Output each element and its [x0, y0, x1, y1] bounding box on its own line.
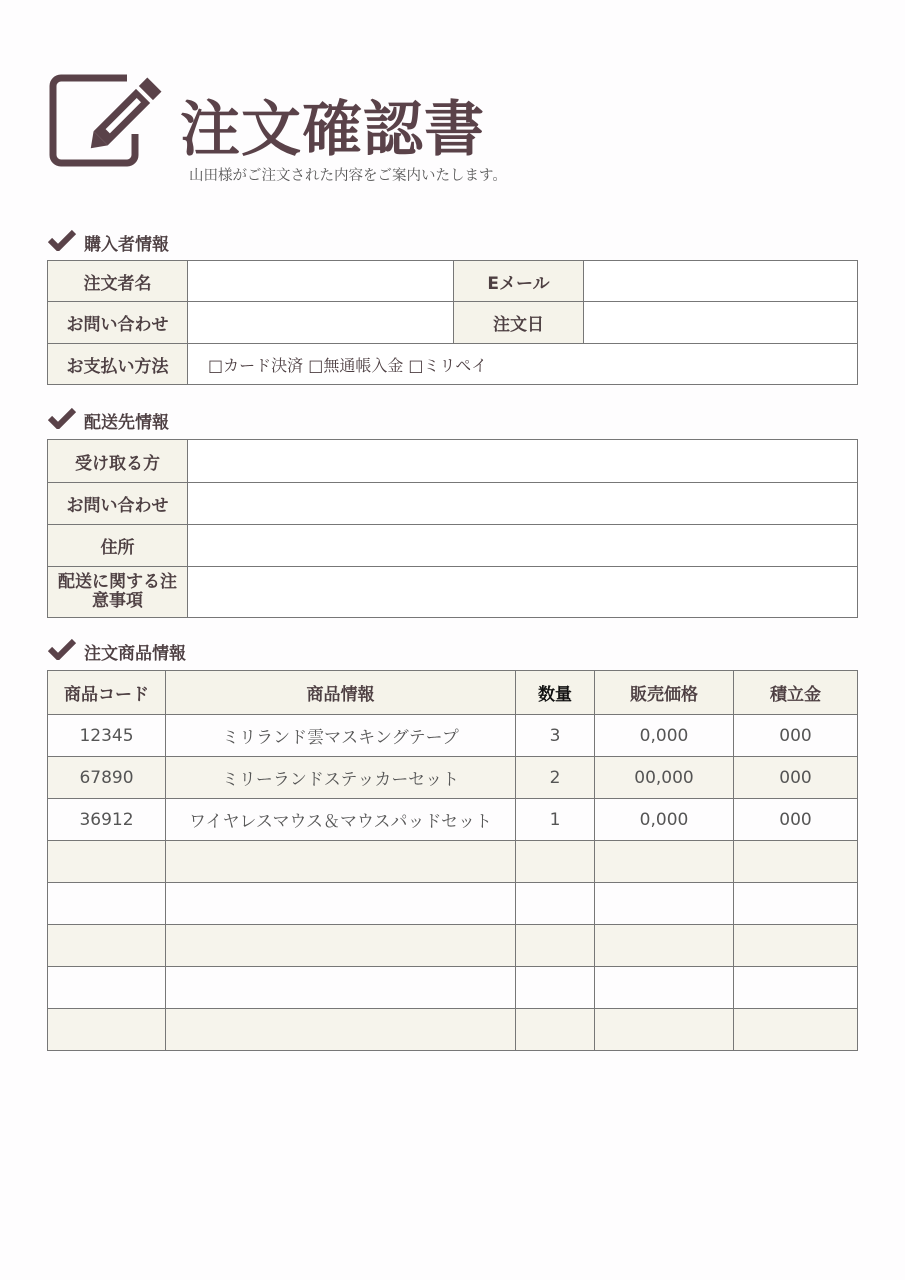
recipient-label: 受け取る方 [48, 440, 188, 483]
table-cell[interactable]: 00,000 [595, 757, 734, 799]
table-row [48, 883, 858, 925]
page-subtitle: 山田様がご注文された内容をご案内いたします。 [189, 168, 507, 184]
table-row [48, 757, 858, 799]
table-cell[interactable] [595, 883, 734, 925]
table-cell[interactable]: 36912 [48, 799, 166, 841]
table-row [48, 1009, 858, 1051]
table-cell[interactable] [48, 841, 166, 883]
contact-label: お問い合わせ [48, 483, 188, 525]
table-cell[interactable] [48, 883, 166, 925]
name-field[interactable] [188, 261, 454, 302]
table-cell[interactable] [516, 1009, 595, 1051]
name-label: 注文者名 [48, 261, 188, 302]
table-cell[interactable] [595, 841, 734, 883]
contact-field[interactable] [188, 483, 858, 525]
buyer-table [47, 260, 858, 385]
table-cell[interactable] [734, 841, 858, 883]
table-cell[interactable] [595, 967, 734, 1009]
section-shipping [48, 407, 169, 434]
address-field[interactable] [188, 525, 858, 567]
items-table [47, 670, 858, 1051]
check-icon [48, 638, 76, 665]
table-cell[interactable] [516, 883, 595, 925]
section-heading: 購入者情報 [84, 235, 169, 255]
column-header: 数量 [516, 671, 595, 715]
date-field[interactable] [584, 302, 858, 344]
address-label: 住所 [48, 525, 188, 567]
table-cell[interactable]: 0,000 [595, 799, 734, 841]
table-cell[interactable] [734, 883, 858, 925]
check-icon [48, 229, 76, 256]
table-row [48, 841, 858, 883]
contact-field[interactable] [188, 302, 454, 344]
date-label: 注文日 [454, 302, 584, 344]
table-cell[interactable] [734, 967, 858, 1009]
table-row [48, 967, 858, 1009]
column-header: 積立金 [734, 671, 858, 715]
table-cell[interactable]: 000 [734, 799, 858, 841]
section-buyer [48, 229, 169, 256]
table-cell[interactable] [166, 1009, 516, 1051]
email-label: Eメール [454, 261, 584, 302]
table-cell[interactable]: 0,000 [595, 715, 734, 757]
table-cell[interactable]: 1 [516, 799, 595, 841]
table-cell[interactable]: 000 [734, 757, 858, 799]
table-cell[interactable] [166, 883, 516, 925]
payment-options[interactable]: □カード決済 □無通帳入金 □ミリペイ [188, 344, 858, 385]
page-title: 注文確認書 [180, 95, 485, 165]
table-cell[interactable] [595, 1009, 734, 1051]
table-cell[interactable] [734, 1009, 858, 1051]
recipient-field[interactable] [188, 440, 858, 483]
table-cell[interactable] [166, 925, 516, 967]
section-heading: 注文商品情報 [84, 644, 186, 664]
contact-label: お問い合わせ [48, 302, 188, 344]
section-heading: 配送先情報 [84, 413, 169, 433]
table-cell[interactable] [166, 967, 516, 1009]
table-cell[interactable]: ミリランド雲マスキングテープ [166, 715, 516, 757]
table-row [48, 925, 858, 967]
section-items [48, 638, 186, 665]
table-cell[interactable]: ミリーランドステッカーセット [166, 757, 516, 799]
table-cell[interactable]: 67890 [48, 757, 166, 799]
table-cell[interactable] [48, 1009, 166, 1051]
table-cell[interactable]: 000 [734, 715, 858, 757]
table-cell[interactable]: 12345 [48, 715, 166, 757]
email-field[interactable] [584, 261, 858, 302]
notes-field[interactable] [188, 567, 858, 618]
table-cell[interactable] [734, 925, 858, 967]
table-cell[interactable] [48, 967, 166, 1009]
column-header: 商品情報 [166, 671, 516, 715]
table-cell[interactable] [48, 925, 166, 967]
check-icon [48, 407, 76, 434]
table-cell[interactable] [516, 967, 595, 1009]
table-row [48, 799, 858, 841]
table-cell[interactable] [516, 925, 595, 967]
table-cell[interactable]: 3 [516, 715, 595, 757]
column-header: 商品コード [48, 671, 166, 715]
table-cell[interactable] [166, 841, 516, 883]
table-cell[interactable] [516, 841, 595, 883]
column-header: 販売価格 [595, 671, 734, 715]
table-row [48, 715, 858, 757]
payment-label: お支払い方法 [48, 344, 188, 385]
table-cell[interactable]: 2 [516, 757, 595, 799]
edit-icon [47, 72, 172, 171]
notes-label: 配送に関する注意事項 [48, 567, 188, 618]
table-cell[interactable]: ワイヤレスマウス＆マウスパッドセット [166, 799, 516, 841]
shipping-table [47, 439, 858, 618]
table-cell[interactable] [595, 925, 734, 967]
